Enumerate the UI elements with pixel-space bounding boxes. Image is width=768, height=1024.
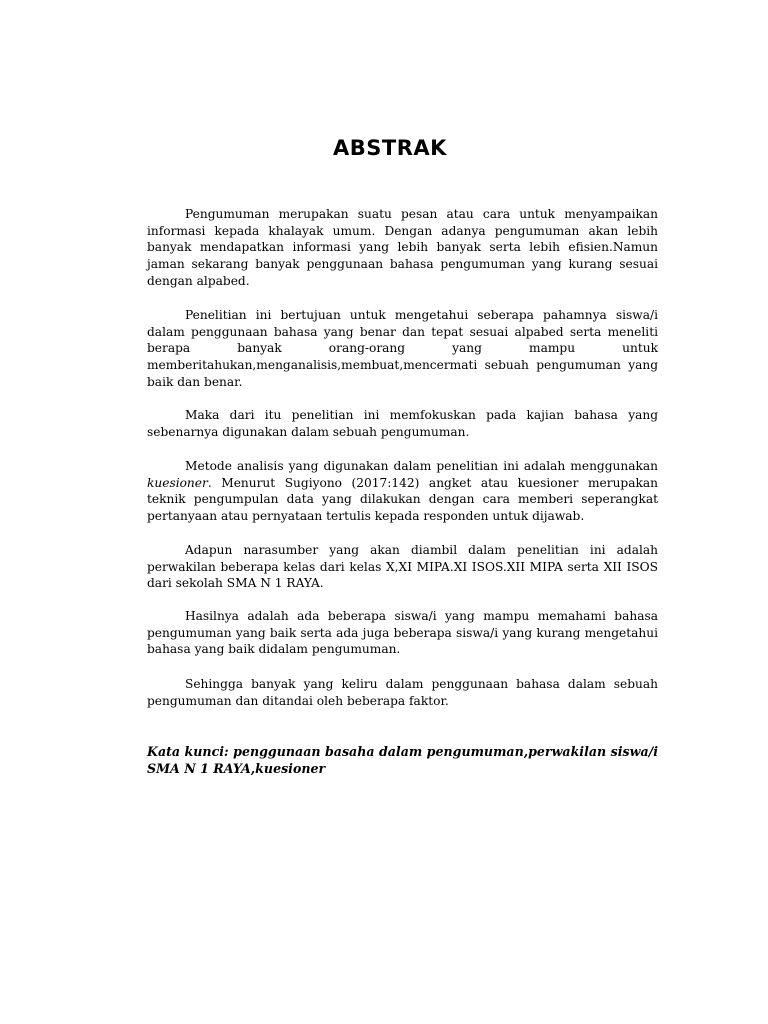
paragraph-4-before: Metode analisis yang digunakan dalam penelitian ini adalah menggunakan bbox=[185, 459, 658, 473]
paragraph-4-italic-term: kuesioner bbox=[147, 475, 208, 490]
paragraph-2 bbox=[147, 307, 658, 391]
paragraph-3-text: Maka dari itu penelitian ini memfokuskan pada kajian bahasa yang sebenarnya digunakan dalam sebuah pengumuman. bbox=[147, 408, 658, 439]
paragraph-1 bbox=[147, 206, 658, 290]
paragraph-5 bbox=[147, 542, 658, 592]
paragraph-4 bbox=[147, 458, 658, 525]
paragraph-5-text: Adapun narasumber yang akan diambil dalam penelitian ini adalah perwakilan beberapa kelas dari kelas X,XI MIPA.XI ISOS.XII MIPA serta XII ISOS dari sekolah SMA N 1 RAYA. bbox=[147, 543, 658, 591]
paragraph-7-text: Sehingga banyak yang keliru dalam penggunaan bahasa dalam sebuah pengumuman dan ditandai oleh beberapa faktor. bbox=[147, 677, 658, 708]
paragraph-3 bbox=[147, 407, 658, 440]
paragraph-2-text: Penelitian ini bertujuan untuk mengetahui seberapa pahamnya siswa/i dalam penggunaan bahasa yang benar dan tepat sesuai alpabed serta meneliti berapa banyak orang-orang yang mampu untuk memberitahukan,menganalisis,membuat,mencermati sebuah pengumuman yang baik dan benar. bbox=[147, 308, 658, 389]
page-title: ABSTRAK bbox=[333, 136, 447, 160]
paragraph-1-text: Pengumuman merupakan suatu pesan atau cara untuk menyampaikan informasi kepada khalayak umum. Dengan adanya pengumuman akan lebih banyak mendapatkan informasi yang lebih banyak serta lebih efisien.Namun jaman sekarang banyak penggunaan bahasa pengumuman yang kurang sesuai dengan alpabed. bbox=[147, 207, 658, 288]
keywords: Kata kunci: penggunaan basaha dalam pengumuman,perwakilan siswa/i SMA N 1 RAYA,kuesioner bbox=[147, 744, 658, 776]
paragraph-4-after: . Menurut Sugiyono (2017:142) angket atau kuesioner merupakan teknik pengumpulan data yang dilakukan dengan cara memberi seperangkat pertanyaan atau pernyataan tertulis kepada responden untuk dijawab. bbox=[147, 475, 658, 524]
paragraph-7 bbox=[147, 676, 658, 709]
paragraph-6 bbox=[147, 608, 658, 658]
paragraph-6-text: Hasilnya adalah ada beberapa siswa/i yang mampu memahami bahasa pengumuman yang baik serta ada juga beberapa siswa/i yang kurang mengetahui bahasa yang baik didalam pengumuman. bbox=[147, 609, 658, 657]
paragraph-4-text bbox=[147, 458, 658, 525]
